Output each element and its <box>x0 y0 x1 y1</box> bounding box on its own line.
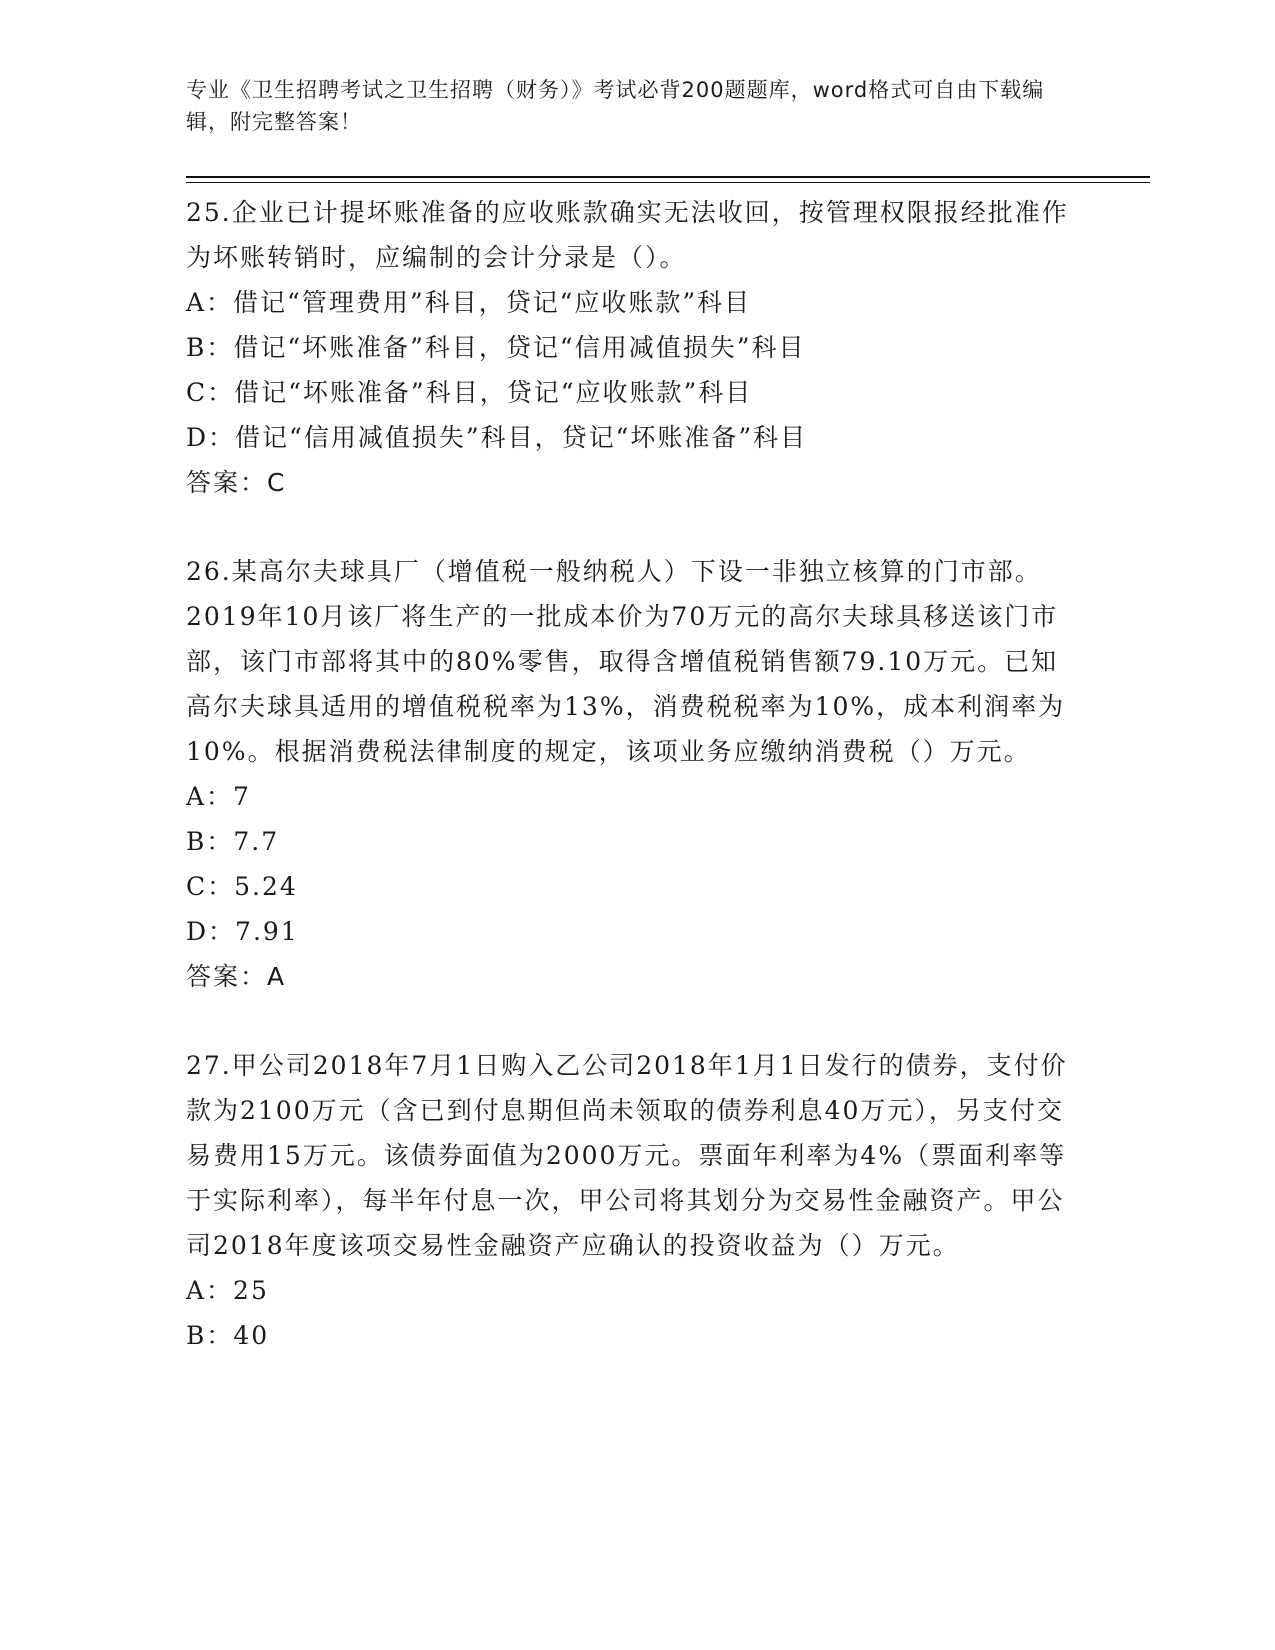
question-25 <box>186 190 1076 505</box>
question-text: 26.某高尔夫球具厂（增值税一般纳税人）下设一非独立核算的门市部。2019年10月该厂将生产的一批成本价为70万元的高尔夫球具移送该门市部，该门市部将其中的80%零售，取得含增值税销售额79.10万元。已知高尔夫球具适用的增值税税率为13%，消费税税率为10%，成本利润率为10%。根据消费税法律制度的规定，该项业务应缴纳消费税（）万元。 <box>186 557 1066 766</box>
option-d: D：7.91 <box>186 917 299 946</box>
question-gap <box>186 505 1076 549</box>
header-divider-thin <box>186 182 1150 183</box>
option-a: A：25 <box>186 1276 269 1305</box>
question-gap <box>186 999 1076 1043</box>
question-27 <box>186 1043 1076 1358</box>
option-c: C：5.24 <box>186 872 298 901</box>
question-list <box>186 190 1076 1358</box>
question-text: 27.甲公司2018年7月1日购入乙公司2018年1月1日发行的债券，支付价款为2100万元（含已到付息期但尚未领取的债券利息40万元），另支付交易费用15万元。该债券面值为2000万元。票面年利率为4%（票面利率等于实际利率），每半年付息一次，甲公司将其划分为交易性金融资产。甲公司2018年度该项交易性金融资产应确认的投资收益为（）万元。 <box>186 1051 1068 1260</box>
option-a: A：7 <box>186 782 251 811</box>
question-text: 25.企业已计提坏账准备的应收账款确实无法收回，按管理权限报经批准作为坏账转销时，应编制的会计分录是（）。 <box>186 198 1069 272</box>
option-d: D：借记“信用减值损失”科目，贷记“坏账准备”科目 <box>186 423 808 452</box>
answer: 答案：A <box>186 962 287 991</box>
option-b: B：7.7 <box>186 827 280 856</box>
option-c: C：借记“坏账准备”科目，贷记“应收账款”科目 <box>186 378 753 407</box>
document-header: 专业《卫生招聘考试之卫生招聘（财务）》考试必背200题题库，word格式可自由下载编辑，附完整答案！ <box>186 78 1045 134</box>
answer: 答案：C <box>186 468 287 497</box>
header-divider-thick <box>186 176 1150 178</box>
option-a: A：借记“管理费用”科目，贷记“应收账款”科目 <box>186 288 752 317</box>
question-26 <box>186 549 1076 999</box>
option-b: B：40 <box>186 1321 270 1350</box>
option-b: B：借记“坏账准备”科目，贷记“信用减值损失”科目 <box>186 333 806 362</box>
